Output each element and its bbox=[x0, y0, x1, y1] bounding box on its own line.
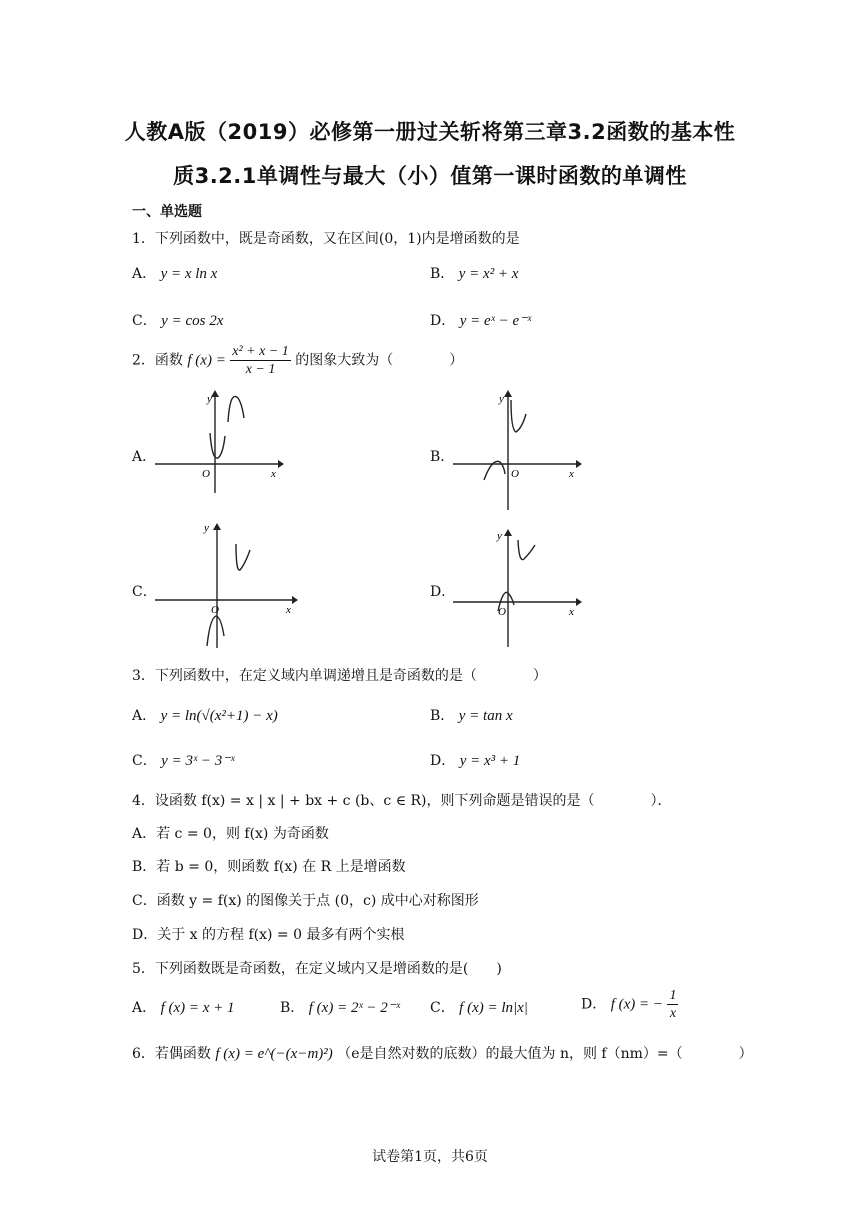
denominator: x bbox=[669, 1006, 677, 1021]
option-expression: y = cos 2x bbox=[161, 313, 224, 329]
option-expression: f (x) = x + 1 bbox=[160, 1000, 235, 1016]
x-label: x bbox=[569, 468, 574, 480]
page-footer: 试卷第1页，共6页 bbox=[372, 1149, 488, 1165]
question-1-option-b bbox=[430, 263, 518, 283]
question-2-stem bbox=[132, 343, 463, 378]
page-title-line2: 质3.2.1单调性与最大（小）值第一课时函数的单调性 bbox=[173, 164, 687, 188]
question-1-option-c bbox=[132, 310, 223, 330]
option-label: B． bbox=[430, 708, 455, 724]
option-expression: y = ln(√(x²+1) − x) bbox=[160, 708, 278, 724]
option-expression: f (x) = ln|x| bbox=[459, 1000, 528, 1016]
fraction bbox=[230, 343, 291, 378]
graph-b bbox=[448, 388, 583, 513]
question-4-option-d: D．关于 x 的方程 f(x) = 0 最多有两个实根 bbox=[132, 927, 405, 943]
section-heading: 一、单选题 bbox=[132, 204, 202, 220]
x-arrow bbox=[278, 460, 284, 468]
option-label: C． bbox=[430, 1000, 455, 1016]
y-arrow bbox=[213, 523, 221, 530]
option-label: A． bbox=[132, 1000, 157, 1016]
question-3-option-a bbox=[132, 705, 278, 725]
option-label: D． bbox=[581, 996, 607, 1013]
question-1-option-d bbox=[430, 310, 531, 330]
x-arrow bbox=[576, 598, 582, 606]
option-expression: y = x³ + 1 bbox=[459, 753, 521, 769]
question-5-option-b bbox=[280, 997, 400, 1017]
question-4-option-a: A．若 c = 0，则 f(x) 为奇函数 bbox=[132, 826, 329, 842]
graph-c-label: C． bbox=[132, 584, 157, 600]
graph-d bbox=[448, 525, 583, 650]
option-expression: f (x) = − bbox=[610, 996, 663, 1013]
question-3-option-b bbox=[430, 705, 513, 725]
page-title-line1: 人教A版（2019）必修第一册过关斩将第三章3.2函数的基本性 bbox=[124, 120, 736, 144]
y-label: y bbox=[207, 393, 212, 405]
fraction bbox=[667, 987, 678, 1022]
question-5-option-c bbox=[430, 997, 528, 1017]
graph-d-label: D． bbox=[430, 584, 456, 600]
x-arrow bbox=[576, 460, 582, 468]
question-3-stem: 3．下列函数中，在定义域内单调递增且是奇函数的是（ ） bbox=[132, 668, 547, 684]
option-expression: y = tan x bbox=[458, 708, 513, 724]
option-label: D． bbox=[430, 753, 456, 769]
option-label: C． bbox=[132, 753, 157, 769]
option-expression: f (x) = 2ˣ − 2⁻ˣ bbox=[308, 1000, 400, 1016]
option-label: B． bbox=[430, 266, 455, 282]
numerator: 1 bbox=[669, 988, 677, 1003]
denominator: x − 1 bbox=[245, 362, 276, 377]
graph-a bbox=[150, 388, 285, 498]
y-label: y bbox=[499, 393, 504, 405]
option-label: B． bbox=[280, 1000, 305, 1016]
question-5-stem: 5．下列函数既是奇函数，在定义域内又是增函数的是( ) bbox=[132, 961, 502, 977]
x-label: x bbox=[286, 604, 291, 616]
origin-label: O bbox=[202, 468, 210, 480]
curve-right bbox=[236, 544, 250, 570]
option-label: D． bbox=[430, 313, 456, 329]
x-label: x bbox=[271, 468, 276, 480]
curve-right bbox=[518, 540, 535, 560]
question-4-option-c: C．函数 y = f(x) 的图像关于点 (0，c) 成中心对称图形 bbox=[132, 893, 479, 909]
y-arrow bbox=[211, 390, 219, 397]
option-expression: y = 3ˣ − 3⁻ˣ bbox=[161, 753, 235, 769]
graph-a-label: A． bbox=[132, 449, 157, 465]
function-expression: f (x) = e^(−(x−m)²) bbox=[215, 1046, 333, 1062]
y-arrow bbox=[504, 390, 512, 397]
stem-prefix: 2．函数 bbox=[132, 352, 183, 369]
stem-prefix: 6．若偶函数 bbox=[132, 1046, 211, 1062]
curve-left bbox=[210, 433, 225, 458]
question-5-option-a bbox=[132, 997, 235, 1017]
question-1-option-a bbox=[132, 263, 217, 283]
option-label: C． bbox=[132, 313, 157, 329]
x-label: x bbox=[569, 606, 574, 618]
curve-right bbox=[228, 396, 244, 422]
question-5-option-d bbox=[581, 987, 678, 1022]
origin-label: O bbox=[511, 468, 519, 480]
question-3-option-d bbox=[430, 750, 520, 770]
y-label: y bbox=[204, 522, 209, 534]
y-label: y bbox=[497, 530, 502, 542]
x-arrow bbox=[292, 596, 298, 604]
numerator: x² + x − 1 bbox=[232, 344, 289, 359]
y-arrow bbox=[504, 529, 512, 536]
curve-right bbox=[511, 400, 526, 432]
question-3-option-c bbox=[132, 750, 234, 770]
graph-b-label: B． bbox=[430, 449, 455, 465]
option-expression: y = x ln x bbox=[160, 266, 218, 282]
question-1-stem: 1．下列函数中，既是奇函数，又在区间(0，1)内是增函数的是 bbox=[132, 231, 520, 247]
stem-suffix: 的图象大致为（ ） bbox=[295, 352, 464, 369]
origin-label: O bbox=[498, 606, 506, 618]
origin-label: O bbox=[211, 604, 219, 616]
stem-suffix: （e是自然对数的底数）的最大值为 n，则 f（nm）=（ ） bbox=[337, 1046, 753, 1062]
question-4-stem: 4．设函数 f(x) = x | x | + bx + c (b、c ∈ R)，则下列命题是错误的是（ ）． bbox=[132, 793, 672, 809]
option-expression: y = x² + x bbox=[458, 266, 519, 282]
function-name: f (x) = bbox=[187, 352, 226, 369]
curve-left bbox=[207, 616, 224, 646]
option-expression: y = eˣ − e⁻ˣ bbox=[459, 313, 532, 329]
question-4-option-b: B．若 b = 0，则函数 f(x) 在 R 上是增函数 bbox=[132, 859, 406, 875]
option-label: A． bbox=[132, 708, 157, 724]
question-6-stem bbox=[132, 1043, 753, 1063]
option-label: A． bbox=[132, 266, 157, 282]
graph-c bbox=[150, 518, 300, 650]
